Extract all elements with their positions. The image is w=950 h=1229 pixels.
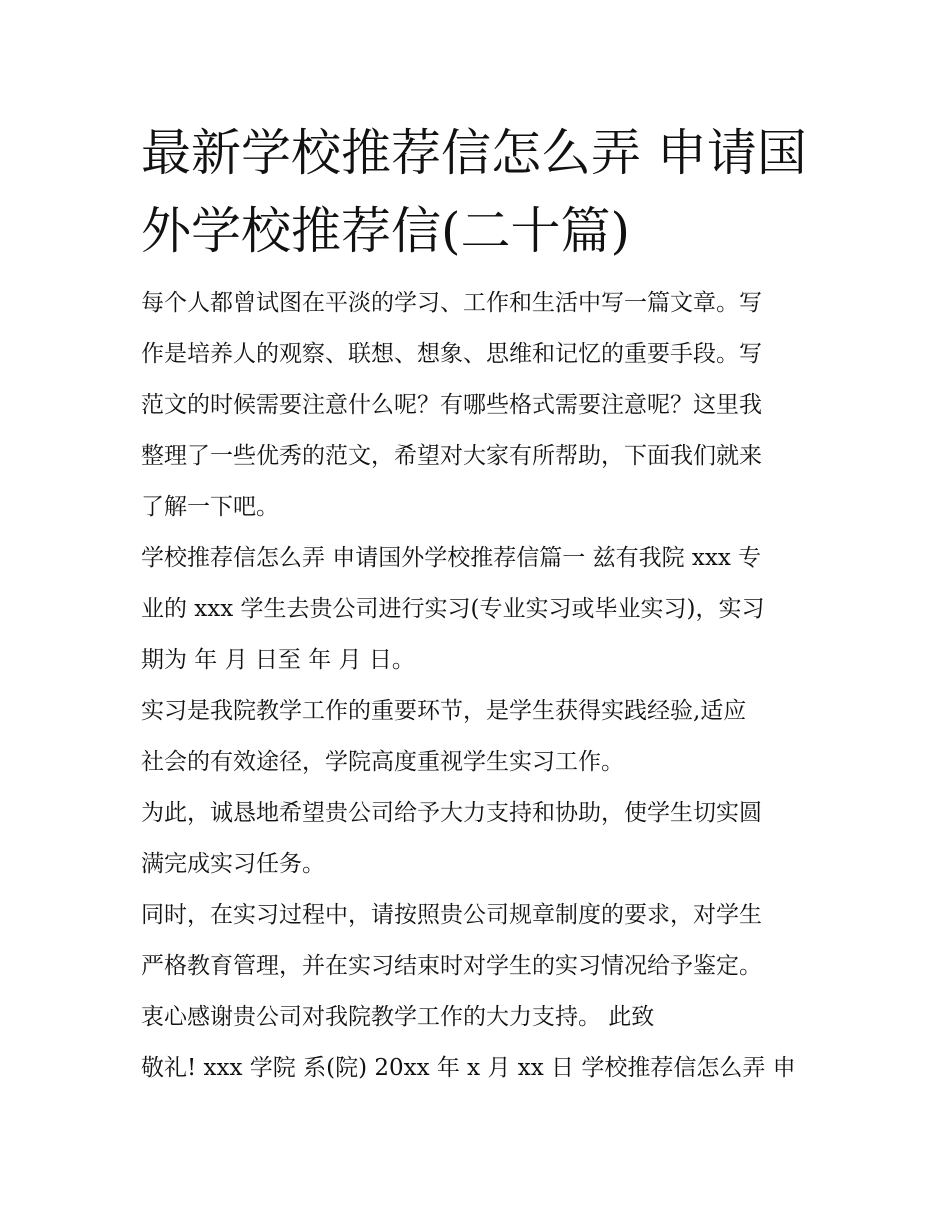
document-title	[141, 114, 831, 270]
body-line: 每个人都曾试图在平淡的学习、工作和生活中写一篇文章。写	[141, 290, 762, 316]
body-line: 作是培养人的观察、联想、想象、思维和记忆的重要手段。写	[141, 341, 762, 367]
body-line: 了解一下吧。	[141, 494, 279, 520]
body-line: 敬礼! xxx 学院 系(院) 20xx 年 x 月 xx 日 学校推荐信怎么弄 申	[141, 1055, 796, 1081]
body-line: 为此，诚恳地希望贵公司给予大力支持和协助，使学生切实圆	[141, 800, 762, 826]
title-line: 最新学校推荐信怎么弄 申请国	[141, 124, 807, 182]
body-line: 严格教育管理，并在实习结束时对学生的实习情况给予鉴定。	[141, 953, 762, 979]
body-line: 实习是我院教学工作的重要环节，是学生获得实践经验,适应	[141, 698, 747, 724]
body-line: 范文的时候需要注意什么呢？有哪些格式需要注意呢？这里我	[141, 392, 762, 418]
body-line: 同时，在实习过程中，请按照贵公司规章制度的要求，对学生	[141, 902, 762, 928]
body-line: 期为 年 月 日至 年 月 日。	[141, 647, 415, 673]
body-line: 学校推荐信怎么弄 申请国外学校推荐信篇一 兹有我院 xxx 专	[141, 545, 762, 571]
body-line: 满完成实习任务。	[141, 851, 325, 877]
body-line: 社会的有效途径，学院高度重视学生实习工作。	[141, 749, 624, 775]
body-line: 衷心感谢贵公司对我院教学工作的大力支持。 此致	[141, 1004, 655, 1030]
body-line: 业的 xxx 学生去贵公司进行实习(专业实习或毕业实习)，实习	[141, 596, 765, 622]
title-line: 外学校推荐信(二十篇)	[141, 202, 631, 260]
document-body	[141, 278, 831, 1094]
body-line: 整理了一些优秀的范文，希望对大家有所帮助，下面我们就来	[141, 443, 762, 469]
